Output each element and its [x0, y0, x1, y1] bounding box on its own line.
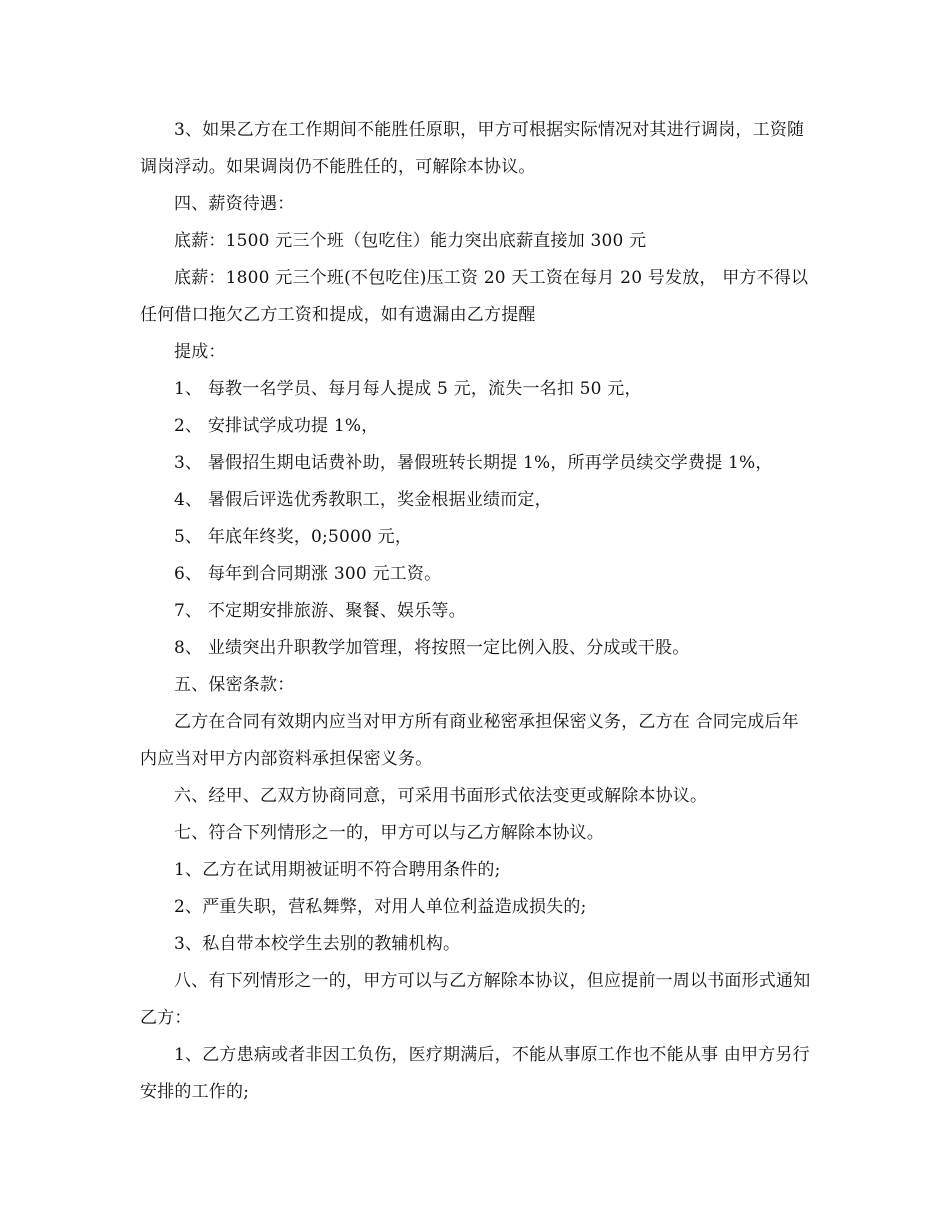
list-item-commission-1: 1、 每教一名学员、每月每人提成 5 元，流失一名扣 50 元，	[174, 379, 642, 399]
section-eight-notice-termination: 八、有下列情形之一的，甲方可以与乙方解除本协议，但应提前一周以书面形式通知乙方：	[140, 971, 811, 1028]
paragraph-confidentiality: 乙方在合同有效期内应当对甲方所有商业秘密承担保密义务，乙方在 合同完成后年内应当对甲方内部资料承担保密义务。	[140, 712, 799, 769]
paragraph-transfer-clause: 3、如果乙方在工作期间不能胜任原职，甲方可根据实际情况对其进行调岗，工资随调岗浮动。如果调岗仍不能胜任的，可解除本协议。	[140, 120, 805, 177]
list-item-commission-6: 6、 每年到合同期涨 300 元工资。	[174, 564, 442, 584]
list-item-termination-3: 3、私自带本校学生去别的教辅机构。	[174, 934, 461, 954]
paragraph-base-salary-1500: 底薪：1500 元三个班（包吃住）能力突出底薪直接加 300 元	[174, 231, 647, 251]
list-item-commission-4: 4、 暑假后评选优秀教职工，奖金根据业绩而定，	[174, 490, 552, 510]
list-item-commission-7: 7、 不定期安排旅游、聚餐、娱乐等。	[174, 601, 466, 621]
list-item-commission-5: 5、 年底年终奖，0;5000 元，	[174, 527, 413, 547]
list-item-commission-3: 3、 暑假招生期电话费补助，暑假班转长期提 1%，所再学员续交学费提 1%，	[174, 453, 773, 473]
list-item-commission-2: 2、 安排试学成功提 1%，	[174, 416, 379, 436]
section-seven-termination: 七、符合下列情形之一的，甲方可以与乙方解除本协议。	[174, 823, 604, 843]
list-item-termination-1: 1、乙方在试用期被证明不符合聘用条件的;	[174, 860, 501, 880]
subheading-commission: 提成：	[174, 342, 226, 362]
section-six-modification: 六、经甲、乙双方协商同意，可采用书面形式依法变更或解除本协议。	[174, 786, 708, 806]
list-item-termination-2: 2、严重失职，营私舞弊，对用人单位利益造成损失的;	[174, 897, 587, 917]
list-item-notice-termination-1: 1、乙方患病或者非因工负伤，医疗期满后，不能从事原工作也不能从事 由甲方另行安排的工作的;	[140, 1045, 810, 1102]
section-heading-salary: 四、薪资待遇：	[174, 194, 295, 214]
document-body	[140, 112, 812, 1111]
section-heading-confidentiality: 五、保密条款：	[174, 675, 295, 695]
list-item-commission-8: 8、 业绩突出升职教学加管理，将按照一定比例入股、分成或干股。	[174, 638, 690, 658]
paragraph-base-salary-1800: 底薪：1800 元三个班(不包吃住)压工资 20 天工资在每月 20 号发放， 甲方不得以任何借口拖欠乙方工资和提成，如有遗漏由乙方提醒	[140, 268, 809, 325]
